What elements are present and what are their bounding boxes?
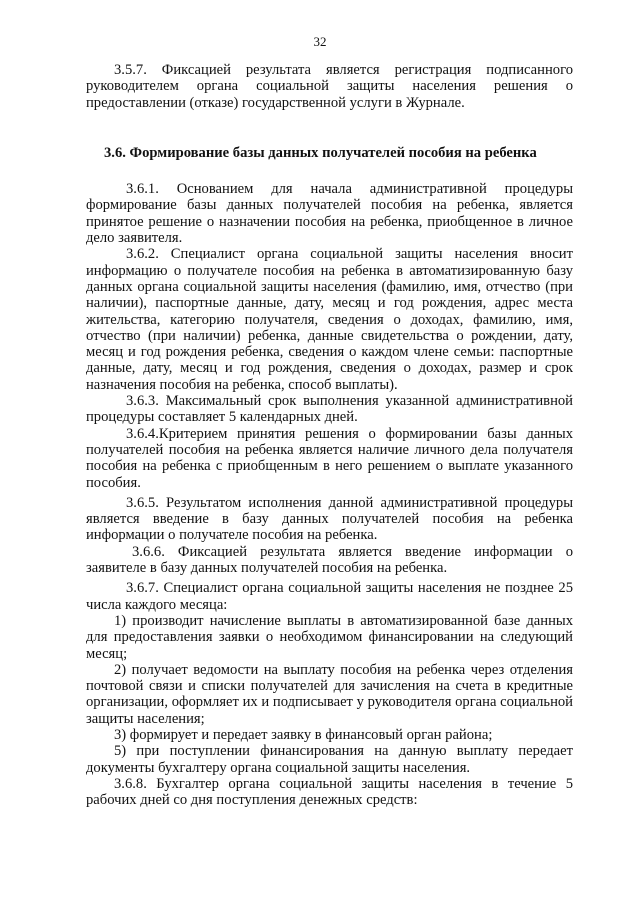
paragraph-3-6-7: 3.6.7. Специалист органа социальной защиты населения не позднее 25 числа каждого месяца: [86, 580, 573, 613]
list-item-2: 2) получает ведомости на выплату пособия на ребенка через отделения почтовой связи и списки получателей для зачисления на счета в кредитные организации, оформляет их и подписывает у руководителя органа социальной защиты населения; [86, 661, 573, 727]
paragraph-3-6-8: 3.6.8. Бухгалтер органа социальной защиты населения в течение 5 рабочих дней со дня поступления денежных средств: [86, 775, 573, 809]
paragraph-3-6-3: 3.6.3. Максимальный срок выполнения указанной административной процедуры составляет 5 календарных дней. [86, 393, 573, 426]
paragraph-3-6-2: 3.6.2. Специалист органа социальной защиты населения вносит информацию о получателе пособия на ребенка в автоматизированную базу данных органа социальной защиты населения (фамилию, имя, отчество (при наличии), паспортные данные, дату, месяц и год рождения, адрес места жительства, категорию получателя, сведения о доходах, фамилию, имя, отчество (при наличии) ребенка, данные свидетельства о рождении, дату, месяц и год рождения ребенка, сведения о каждом члене семьи: паспортные данные, дату, месяц и год рождения, сведения о доходах, размер и срок назначения пособия на ребенка, способ выплаты). [86, 246, 573, 393]
paragraph-3-6-1: 3.6.1. Основанием для начала административной процедуры формирование базы данных получателей пособия на ребенка, является принятое решение о назначении пособия на ребенка, приобщенное в личное дело заявителя. [86, 181, 573, 247]
paragraph-3-5-7: 3.5.7. Фиксацией результата является регистрация подписанного руководителем органа социальной защиты населения решения о предоставлении (отказе) государственной услуги в Журнале. [86, 62, 573, 111]
list-item-3: 3) формирует и передает заявку в финансовый орган района; [114, 726, 493, 743]
page-number: 32 [313, 34, 327, 49]
paragraph-3-6-5: 3.6.5. Результатом исполнения данной административной процедуры является введение в базу данных получателей пособия на ребенка информации о получателе пособия на ребенка. [86, 494, 573, 544]
list-item-5: 5) при поступлении финансирования на данную выплату передает документы бухгалтеру органа социальной защиты населения. [86, 743, 573, 776]
document-body [86, 62, 573, 808]
list-item-1: 1) производит начисление выплаты в автоматизированной базе данных для предоставления заявки о необходимом финансировании на следующий месяц; [86, 612, 573, 662]
paragraph-3-6-6: 3.6.6. Фиксацией результата является введение информации о заявителе в базу данных получателей пособия на ребенка. [86, 543, 573, 577]
paragraph-3-6-4: 3.6.4.Критерием принятия решения о формировании базы данных получателей пособия на ребенка является наличие личного дела получателя пособия на ребенка с приобщенным в него решением о выплате указанного пособия. [86, 425, 573, 491]
section-heading: 3.6. Формирование базы данных получателей пособия на ребенка [104, 144, 537, 161]
